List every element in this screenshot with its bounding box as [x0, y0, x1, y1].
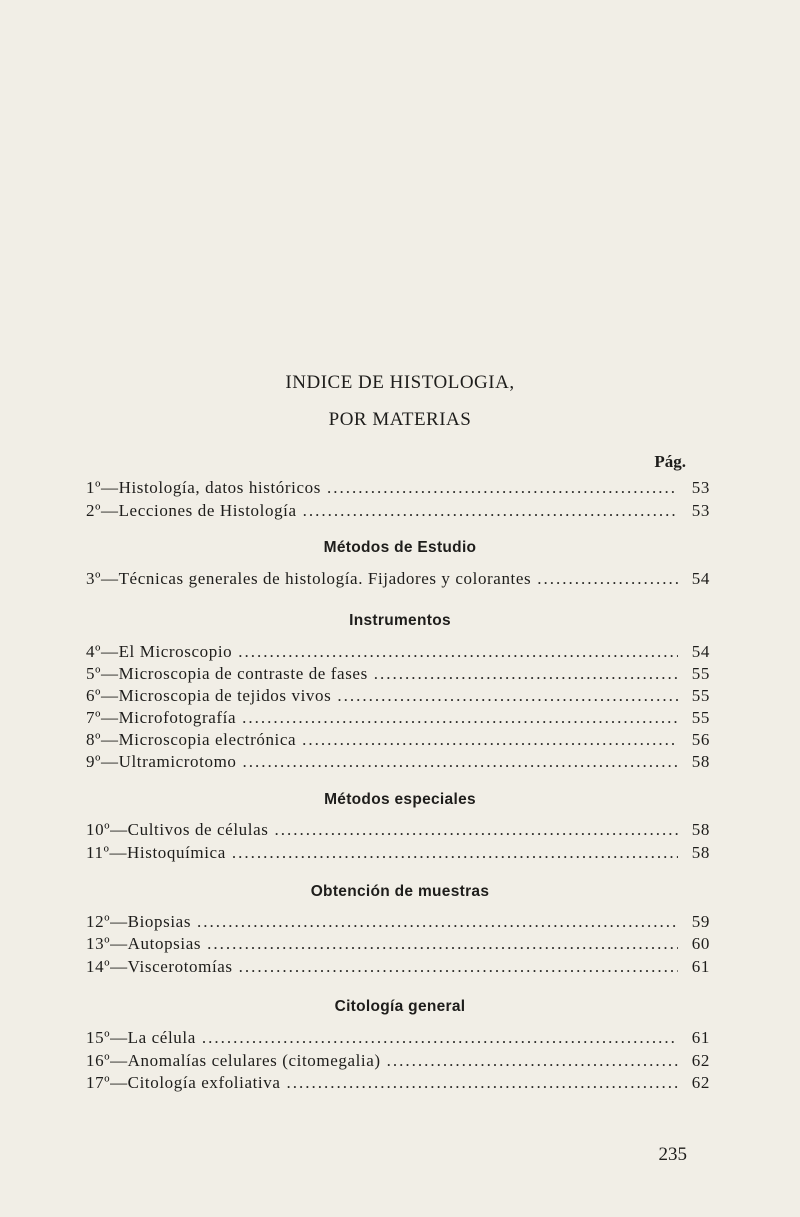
section-heading: Métodos especiales	[324, 791, 476, 808]
section-heading: Citología general	[334, 998, 466, 1015]
toc-entry-label: 5º—Microscopia de contraste de fases	[86, 664, 368, 683]
toc-entry	[86, 912, 710, 932]
dot-leader	[242, 708, 678, 728]
toc-entry	[86, 843, 710, 863]
toc-entry-label: 6º—Microscopia de tejidos vivos	[86, 686, 332, 705]
dot-leader	[337, 686, 678, 706]
toc-entry-page: 61	[691, 1028, 710, 1047]
section-heading: Obtención de muestras	[310, 883, 490, 900]
toc-entry	[86, 686, 710, 706]
toc-entry-label: 4º—El Microscopio	[86, 642, 233, 661]
toc-entry-label: 14º—Viscerotomías	[86, 957, 233, 976]
dot-leader	[327, 478, 678, 498]
toc-entry-page: 55	[691, 664, 710, 683]
toc-entry	[86, 501, 710, 521]
toc-entry-page: 58	[691, 820, 710, 839]
toc-entry	[86, 820, 710, 840]
toc-entry-page: 53	[691, 501, 710, 520]
toc-entry-label: 8º—Microscopia electrónica	[86, 730, 297, 749]
dot-leader	[202, 1028, 678, 1048]
toc-entry	[86, 730, 710, 750]
page-number: 235	[658, 1144, 687, 1165]
toc-entry-page: 60	[691, 934, 710, 953]
toc-entry-page: 54	[691, 569, 710, 588]
toc-entry	[86, 569, 710, 589]
toc-entry	[86, 708, 710, 728]
page-column-label: Pág.	[654, 452, 686, 471]
toc-entry-page: 62	[691, 1051, 710, 1070]
dot-leader	[302, 730, 678, 750]
toc-entry-label: 11º—Histoquímica	[86, 843, 226, 862]
toc-entry-label: 15º—La célula	[86, 1028, 196, 1047]
toc-entry-page: 58	[691, 752, 710, 771]
dot-leader	[197, 912, 678, 932]
toc-entry-label: 12º—Biopsias	[86, 912, 192, 931]
toc-entry-label: 13º—Autopsias	[86, 934, 202, 953]
dot-leader	[537, 569, 678, 589]
toc-entry-label: 17º—Citología exfoliativa	[86, 1073, 281, 1092]
toc-entry-page: 55	[691, 686, 710, 705]
toc-entry-page: 54	[691, 642, 710, 661]
toc-entry	[86, 1051, 710, 1071]
toc-entry-page: 61	[691, 957, 710, 976]
section-heading: Métodos de Estudio	[323, 539, 477, 556]
toc-entry-page: 62	[691, 1073, 710, 1092]
toc-entry-label: 10º—Cultivos de células	[86, 820, 269, 839]
dot-leader	[374, 664, 678, 684]
toc-entry-label: 2º—Lecciones de Histología	[86, 501, 297, 520]
dot-leader	[243, 752, 679, 772]
toc-entry	[86, 642, 710, 662]
index-title: INDICE DE HISTOLOGIA,	[285, 372, 515, 393]
toc-entry-page: 58	[691, 843, 710, 862]
dot-leader	[303, 501, 678, 521]
toc-entry-page: 56	[691, 730, 710, 749]
toc-entry	[86, 934, 710, 954]
dot-leader	[287, 1073, 679, 1093]
section-heading: Instrumentos	[349, 612, 451, 629]
dot-leader	[207, 934, 678, 954]
toc-entry-label: 9º—Ultramicrotomo	[86, 752, 237, 771]
toc-entry	[86, 478, 710, 498]
index-subtitle: POR MATERIAS	[328, 409, 472, 430]
dot-leader	[238, 642, 678, 662]
toc-entry-page: 59	[691, 912, 710, 931]
toc-entry-page: 55	[691, 708, 710, 727]
toc-entry-page: 53	[691, 478, 710, 497]
toc-entry	[86, 752, 710, 772]
toc-entry-label: 3º—Técnicas generales de histología. Fijadores y colorantes	[86, 569, 532, 588]
toc-entry	[86, 1073, 710, 1093]
dot-leader	[239, 957, 678, 977]
toc-entry	[86, 1028, 710, 1048]
toc-entry-label: 7º—Microfotografía	[86, 708, 237, 727]
toc-entry-label: 16º—Anomalías celulares (citomegalia)	[86, 1051, 381, 1070]
dot-leader	[274, 820, 678, 840]
dot-leader	[232, 843, 678, 863]
dot-leader	[387, 1051, 678, 1071]
toc-entry	[86, 664, 710, 684]
toc-entry-label: 1º—Histología, datos históricos	[86, 478, 321, 497]
toc-entry	[86, 957, 710, 977]
